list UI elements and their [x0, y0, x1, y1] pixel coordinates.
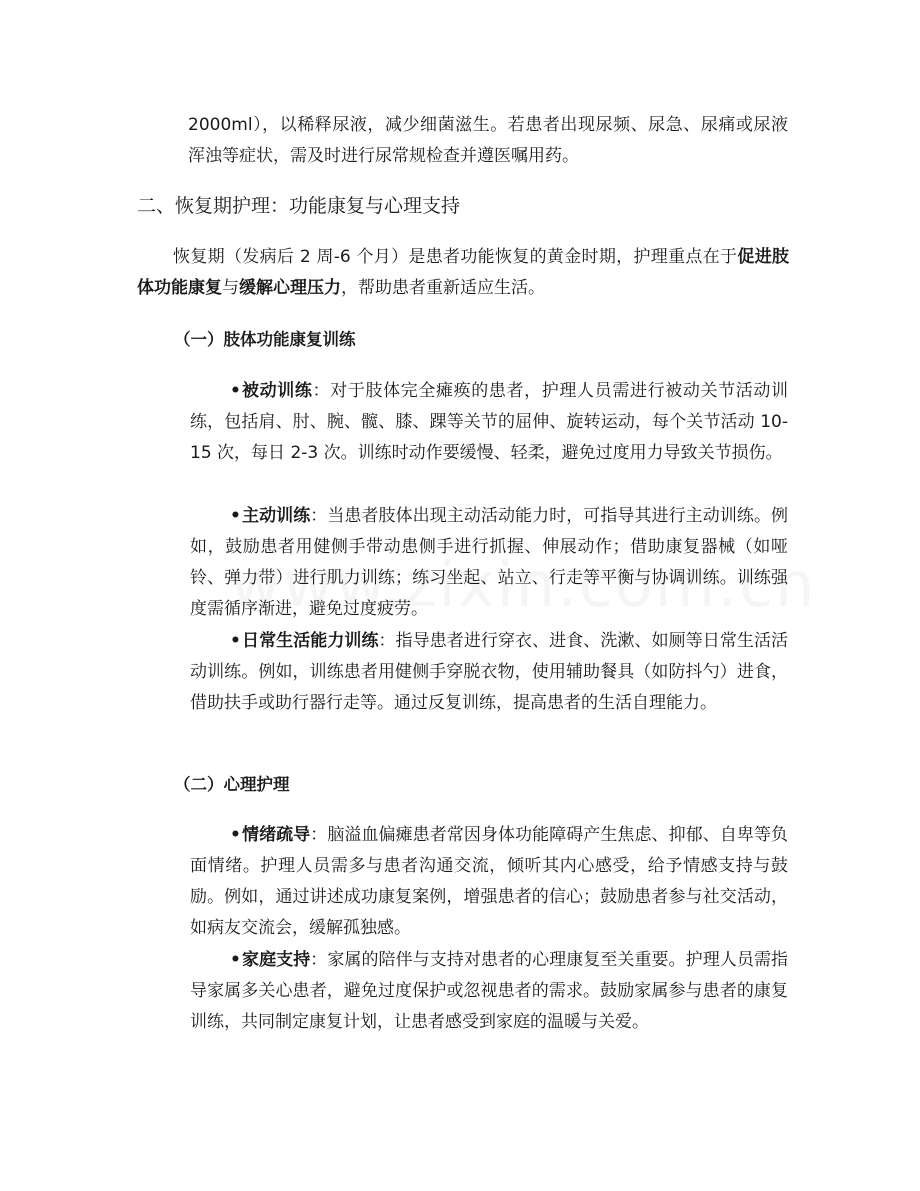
- bullet-text: ：指导患者进行穿衣、进食、洗漱、如厕等日常生活活动训练。例如，训练患者用健侧手穿脱衣物，使用辅助餐具（如防抖勺）进食，借助扶手或助行器行走等。通过反复训练，提高患者的生活自理能力。: [190, 631, 789, 713]
- bullet-item: [190, 945, 788, 1038]
- subsection-heading-2: （二）心理护理: [174, 775, 290, 794]
- bullet-label: 家庭支持: [242, 950, 311, 970]
- intro-text-2: 与: [222, 278, 239, 298]
- bullet-text: ：家属的陪伴与支持对患者的心理康复至关重要。护理人员需指导家属多关心患者，避免过度保护或忽视患者的需求。鼓励家属参与患者的康复训练，共同制定康复计划，让患者感受到家庭的温暖与关爱。: [190, 950, 789, 1032]
- intro-text-3: ，帮助患者重新适应生活。: [341, 278, 545, 298]
- continuation-paragraph: 2000ml），以稀释尿液，减少细菌滋生。若患者出现尿频、尿急、尿痛或尿液浑浊等症状，需及时进行尿常规检查并遵医嘱用药。: [188, 115, 788, 166]
- bullet-text: ：当患者肢体出现主动活动能力时，可指导其进行主动训练。例如，鼓励患者用健侧手带动患侧手进行抓握、伸展动作；借助康复器械（如哑铃、弹力带）进行肌力训练；练习坐起、站立、行走等平衡与协调训练。训练强度需循序渐进，避免过度疲劳。: [190, 506, 789, 619]
- bullet-icon: •: [230, 631, 241, 651]
- subsection-heading-1: （一）肢体功能康复训练: [174, 330, 356, 349]
- section-heading: 二、恢复期护理：功能康复与心理支持: [137, 195, 461, 217]
- bullet-icon: •: [230, 381, 241, 401]
- bullet-item: [190, 820, 788, 944]
- bullet-item: [190, 626, 788, 719]
- bullet-text: ：脑溢血偏瘫患者常因身体功能障碍产生焦虑、抑郁、自卑等负面情绪。护理人员需多与患者沟通交流，倾听其内心感受，给予情感支持与鼓励。例如，通过讲述成功康复案例，增强患者的信心；鼓励患者参与社交活动，如病友交流会，缓解孤独感。: [190, 825, 789, 938]
- bullet-item: [190, 376, 788, 469]
- intro-bold-1: 促进肢体功能康复: [137, 247, 790, 298]
- bullet-icon: •: [230, 950, 241, 970]
- section-intro-paragraph: [137, 242, 789, 304]
- bullet-icon: •: [230, 506, 241, 526]
- bullet-icon: •: [230, 825, 241, 845]
- intro-bold-2: 缓解心理压力: [239, 278, 341, 298]
- intro-text-1: 恢复期（发病后 2 周-6 个月）是患者功能恢复的黄金时期，护理重点在于: [173, 247, 738, 267]
- bullet-label: 被动训练: [242, 381, 313, 401]
- bullet-text: ：对于肢体完全瘫痪的患者，护理人员需进行被动关节活动训练，包括肩、肘、腕、髋、膝、踝等关节的屈伸、旋转运动，每个关节活动 10-15 次，每日 2-3 次。训练时动作要缓慢、轻柔，避免过度用力导致关节损伤。: [190, 381, 789, 463]
- bullet-label: 情绪疏导: [242, 825, 311, 845]
- bullet-label: 日常生活能力训练: [242, 631, 379, 651]
- watermark: [230, 548, 816, 621]
- bullet-label: 主动训练: [242, 506, 311, 526]
